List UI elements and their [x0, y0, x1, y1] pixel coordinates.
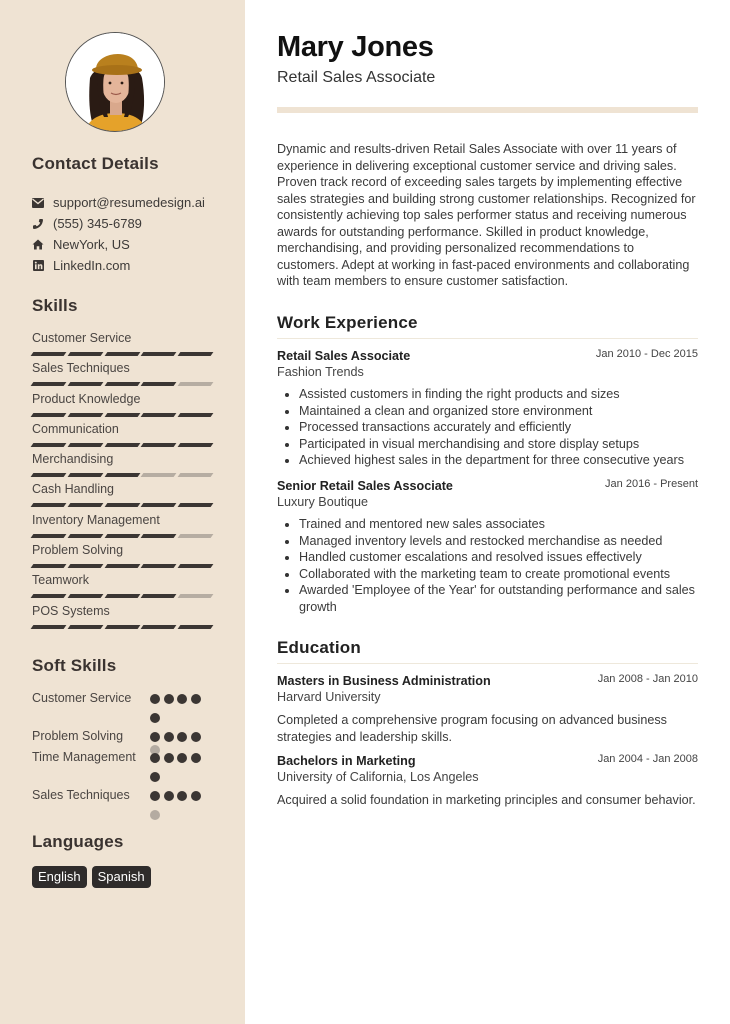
- skill-item: [32, 421, 212, 451]
- languages-list: [32, 866, 151, 888]
- job-bullet: Maintained a clean and organized store environment: [277, 403, 698, 420]
- phone-icon: [32, 218, 44, 230]
- skill-item: [32, 512, 212, 542]
- skill-label: Communication: [32, 421, 119, 436]
- job-bullet: Managed inventory levels and restocked merchandise as needed: [277, 533, 698, 550]
- skill-item: [32, 451, 212, 481]
- contact-email[interactable]: [32, 192, 205, 213]
- skill-label: Teamwork: [32, 573, 89, 588]
- candidate-name: Mary Jones: [277, 31, 434, 63]
- job-bullets: [277, 386, 698, 469]
- skill-item: [32, 391, 212, 421]
- degree-title: Bachelors in Marketing: [277, 754, 416, 768]
- contact-email-text: support@resumedesign.ai: [53, 195, 205, 210]
- job-bullet: Handled customer escalations and resolved issues effectively: [277, 549, 698, 566]
- skill-rating: [32, 382, 212, 386]
- skill-rating: [32, 625, 212, 629]
- job-bullet: Achieved highest sales in the department for three consecutive years: [277, 452, 698, 469]
- job-title: Senior Retail Sales Associate: [277, 479, 453, 493]
- sidebar: [0, 0, 245, 1024]
- soft-skill-item: [32, 749, 212, 787]
- job-bullet: Trained and mentored new sales associates: [277, 516, 698, 533]
- skill-rating: [32, 352, 212, 356]
- skill-rating: [32, 413, 212, 417]
- soft-skills-list: [32, 690, 212, 825]
- work-experience-heading: Work Experience: [277, 313, 418, 332]
- education-heading: Education: [277, 638, 361, 657]
- skill-rating: [32, 594, 212, 598]
- header-divider: [277, 107, 698, 113]
- skill-label: Sales Techniques: [32, 361, 130, 376]
- job-entry: [277, 478, 698, 615]
- skill-item: [32, 542, 212, 572]
- soft-skill-item: [32, 728, 212, 749]
- education-dates: Jan 2004 - Jan 2008: [597, 753, 698, 765]
- home-icon: [32, 239, 44, 251]
- contact-phone-text: (555) 345-6789: [53, 216, 142, 231]
- soft-skill-label: Problem Solving: [32, 729, 124, 743]
- soft-skill-label: Time Management: [32, 750, 136, 764]
- contact-linkedin[interactable]: [32, 255, 205, 276]
- job-dates: Jan 2010 - Dec 2015: [595, 348, 698, 360]
- candidate-title: Retail Sales Associate: [277, 69, 436, 86]
- skill-item: [32, 330, 212, 360]
- school-name: Harvard University: [277, 690, 381, 704]
- contact-location-text: NewYork, US: [53, 237, 130, 252]
- skill-item: [32, 572, 212, 602]
- language-badge: Spanish: [92, 866, 151, 888]
- skills-heading: Skills: [32, 296, 78, 315]
- soft-skill-item: [32, 787, 212, 825]
- skills-list: [32, 330, 212, 633]
- section-divider: [277, 663, 698, 664]
- linkedin-icon: [32, 260, 44, 272]
- profile-photo: [65, 32, 165, 132]
- job-company: Fashion Trends: [277, 365, 364, 379]
- school-name: University of California, Los Angeles: [277, 770, 479, 784]
- education-description: Acquired a solid foundation in marketing principles and consumer behavior.: [277, 793, 696, 807]
- soft-skill-rating: [150, 690, 202, 728]
- job-bullet: Collaborated with the marketing team to create promotional events: [277, 566, 698, 583]
- degree-title: Masters in Business Administration: [277, 674, 491, 688]
- languages-heading: Languages: [32, 832, 124, 851]
- soft-skill-rating: [150, 728, 202, 749]
- portrait-image: [66, 33, 165, 132]
- skill-rating: [32, 473, 212, 477]
- education-entry: [277, 753, 698, 809]
- soft-skill-label: Sales Techniques: [32, 788, 130, 802]
- job-entry: [277, 348, 698, 469]
- soft-skills-heading: Soft Skills: [32, 656, 117, 675]
- skill-rating: [32, 503, 212, 507]
- skill-label: Cash Handling: [32, 482, 114, 497]
- job-title: Retail Sales Associate: [277, 349, 411, 363]
- job-bullet: Processed transactions accurately and efficiently: [277, 419, 698, 436]
- envelope-icon: [32, 197, 44, 209]
- education-description: Completed a comprehensive program focusing on advanced business strategies and leadership skills.: [277, 713, 667, 744]
- job-bullet: Assisted customers in finding the right products and sizes: [277, 386, 698, 403]
- contact-list: [32, 192, 205, 276]
- skill-item: [32, 360, 212, 390]
- job-bullet: Participated in visual merchandising and store display setups: [277, 436, 698, 453]
- job-bullet: Awarded 'Employee of the Year' for outstanding performance and sales growth: [277, 582, 698, 615]
- skill-rating: [32, 443, 212, 447]
- soft-skill-item: [32, 690, 212, 728]
- skill-label: Customer Service: [32, 331, 132, 345]
- job-dates: Jan 2016 - Present: [605, 478, 698, 490]
- job-company: Luxury Boutique: [277, 495, 369, 509]
- skill-label: POS Systems: [32, 603, 110, 618]
- skill-rating: [32, 534, 212, 538]
- contact-heading: Contact Details: [32, 154, 159, 173]
- soft-skill-label: Customer Service: [32, 691, 132, 705]
- contact-phone[interactable]: [32, 213, 205, 234]
- profile-summary: Dynamic and results-driven Retail Sales Associate with over 11 years of experience in delivering exceptional customer service and driving sales. Proven track record of exceeding sales targets by implementing effective sales strategies and building strong customer relationships. Recognized for consistently achieving top sales performer status and receiving numerous awards for outstanding performance. Skilled in product knowledge, merchandising, and providing personalized recommendations to customers. Adept at working in fast-paced environments and collaborating with team members to ensure customer satisfaction.: [277, 142, 696, 288]
- skill-rating: [32, 564, 212, 568]
- education-entry: [277, 673, 698, 745]
- skill-item: [32, 481, 212, 511]
- skill-label: Inventory Management: [32, 512, 160, 527]
- soft-skill-rating: [150, 749, 202, 787]
- section-divider: [277, 338, 698, 339]
- skill-item: [32, 603, 212, 633]
- education-dates: Jan 2008 - Jan 2010: [597, 673, 698, 685]
- skill-label: Problem Solving: [32, 543, 124, 558]
- job-bullets: [277, 516, 698, 615]
- skill-label: Product Knowledge: [32, 391, 141, 406]
- contact-location: [32, 234, 205, 255]
- contact-linkedin-text: LinkedIn.com: [53, 258, 131, 273]
- skill-label: Merchandising: [32, 452, 114, 467]
- language-badge: English: [32, 866, 87, 888]
- soft-skill-rating: [150, 787, 202, 825]
